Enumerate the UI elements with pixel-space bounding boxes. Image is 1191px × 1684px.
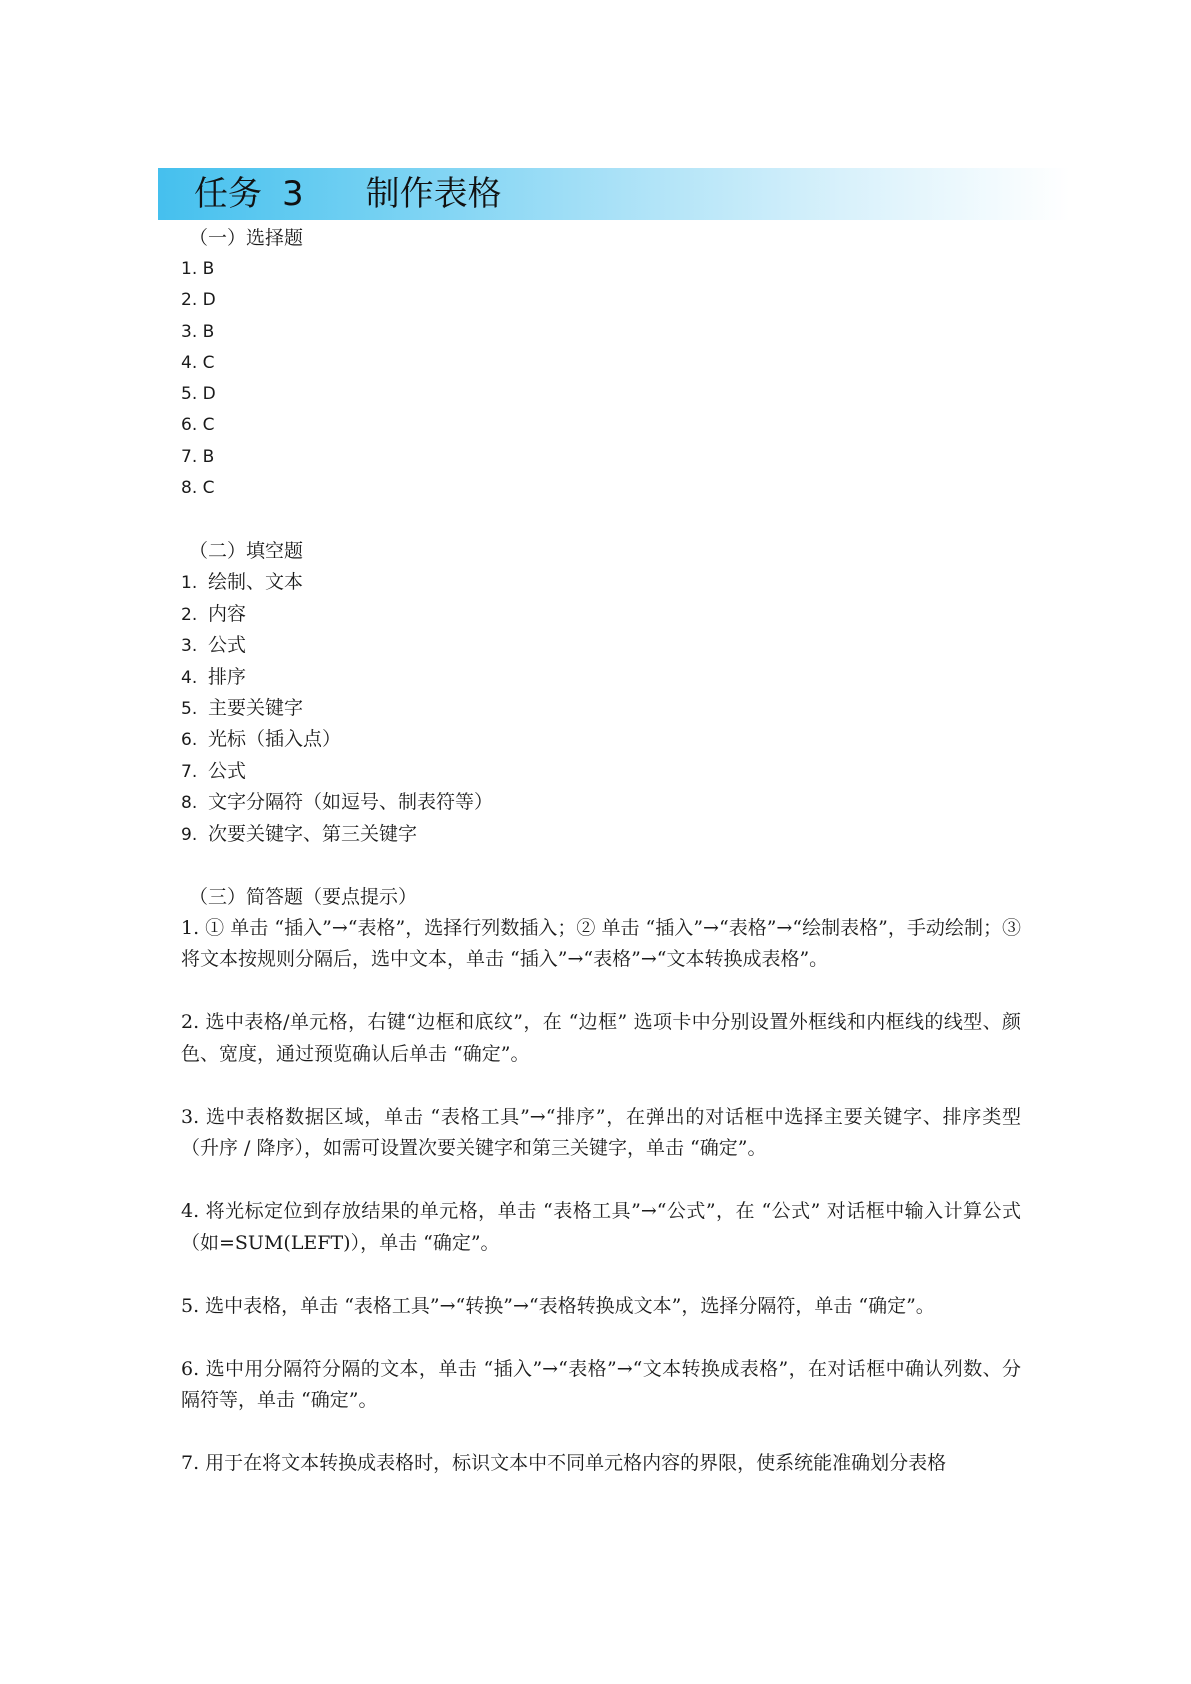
- short-answer-paragraph: 3. 选中表格数据区域，单击 “表格工具”→“排序”，在弹出的对话框中选择主要关键字、排序类型（升序 / 降序），如需可设置次要关键字和第三关键字，单击 “确定”。: [181, 1105, 1021, 1160]
- fill-answer-number: 1.: [181, 573, 198, 594]
- fill-answer-text: 公式: [208, 759, 247, 782]
- fill-answer: [181, 819, 1021, 850]
- title-number: 3: [282, 174, 304, 214]
- choice-answer: 7. B: [181, 446, 215, 467]
- choice-answer: 1. B: [181, 259, 215, 279]
- fill-answer-text: 公式: [208, 634, 247, 657]
- short-answer-paragraph: 7. 用于在将文本转换成表格时，标识文本中不同单元格内容的界限，使系统能准确划分表格: [181, 1452, 947, 1475]
- page-title: [194, 168, 502, 220]
- title-name: 制作表格: [365, 174, 502, 214]
- choice-answer: 3. B: [181, 321, 215, 342]
- choice-answer: 4. C: [181, 352, 215, 373]
- choice-answer: 6. C: [181, 415, 215, 436]
- document-body: [181, 222, 1021, 1480]
- fill-answer: [181, 756, 1021, 787]
- choice-answer: 8. C: [181, 478, 215, 499]
- fill-answer-text: 文字分隔符（如逗号、制表符等）: [208, 791, 494, 814]
- fill-answer-number: 3.: [181, 636, 198, 657]
- section-heading-fill: （二）填空题: [189, 540, 304, 563]
- short-answer-paragraph: 1. ① 单击 “插入”→“表格”，选择行列数插入；② 单击 “插入”→“表格”→“绘制表格”，手动绘制；③ 将文本按规则分隔后，选中文本，单击 “插入”→“表格”→“文本转换成表格”。: [181, 916, 1021, 971]
- fill-answer: [181, 724, 1021, 755]
- fill-answer-text: 绘制、文本: [208, 571, 304, 594]
- fill-answer: [181, 787, 1021, 818]
- fill-answer-number: 6.: [181, 730, 198, 751]
- fill-answer-number: 4.: [181, 667, 198, 688]
- fill-answer-number: 9.: [181, 824, 198, 845]
- fill-answer-number: 8.: [181, 793, 198, 814]
- fill-answer: [181, 567, 1021, 598]
- choice-answer: 5. D: [181, 384, 216, 405]
- short-answer-list: [181, 913, 1021, 1480]
- fill-answer-number: 7.: [181, 761, 198, 782]
- short-answer-paragraph: 5. 选中表格，单击 “表格工具”→“转换”→“表格转换成文本”，选择分隔符，单击 “确定”。: [181, 1294, 935, 1317]
- section-heading-choice: （一）选择题: [189, 227, 304, 249]
- choice-answer: 2. D: [181, 290, 216, 311]
- fill-answer-text: 光标（插入点）: [208, 728, 342, 751]
- short-answer-paragraph: 6. 选中用分隔符分隔的文本，单击 “插入”→“表格”→“文本转换成表格”，在对话框中确认列数、分隔符等，单击 “确定”。: [181, 1357, 1021, 1412]
- fill-answer: [181, 630, 1021, 661]
- fill-answer: [181, 693, 1021, 724]
- fill-answer-number: 2.: [181, 604, 198, 625]
- fill-answer-text: 次要关键字、第三关键字: [208, 822, 418, 845]
- choice-answer-list: [181, 254, 1021, 504]
- section-heading-short: （三）简答题（要点提示）: [189, 885, 418, 908]
- short-answer-paragraph: 4. 将光标定位到存放结果的单元格，单击 “表格工具”→“公式”，在 “公式” 对话框中输入计算公式（如=SUM(LEFT)），单击 “确定”。: [181, 1200, 1021, 1254]
- fill-answer-number: 5.: [181, 698, 198, 719]
- fill-answer-text: 主要关键字: [208, 696, 304, 719]
- fill-answer-list: [181, 567, 1021, 850]
- fill-answer: [181, 662, 1021, 693]
- title-band: [158, 168, 1070, 220]
- title-task: 任务: [194, 174, 262, 214]
- fill-answer-text: 排序: [208, 665, 247, 688]
- short-answer-paragraph: 2. 选中表格/单元格，右键“边框和底纹”，在 “边框” 选项卡中分别设置外框线和内框线的线型、颜色、宽度，通过预览确认后单击 “确定”。: [181, 1011, 1021, 1065]
- fill-answer-text: 内容: [208, 602, 247, 625]
- fill-answer: [181, 599, 1021, 630]
